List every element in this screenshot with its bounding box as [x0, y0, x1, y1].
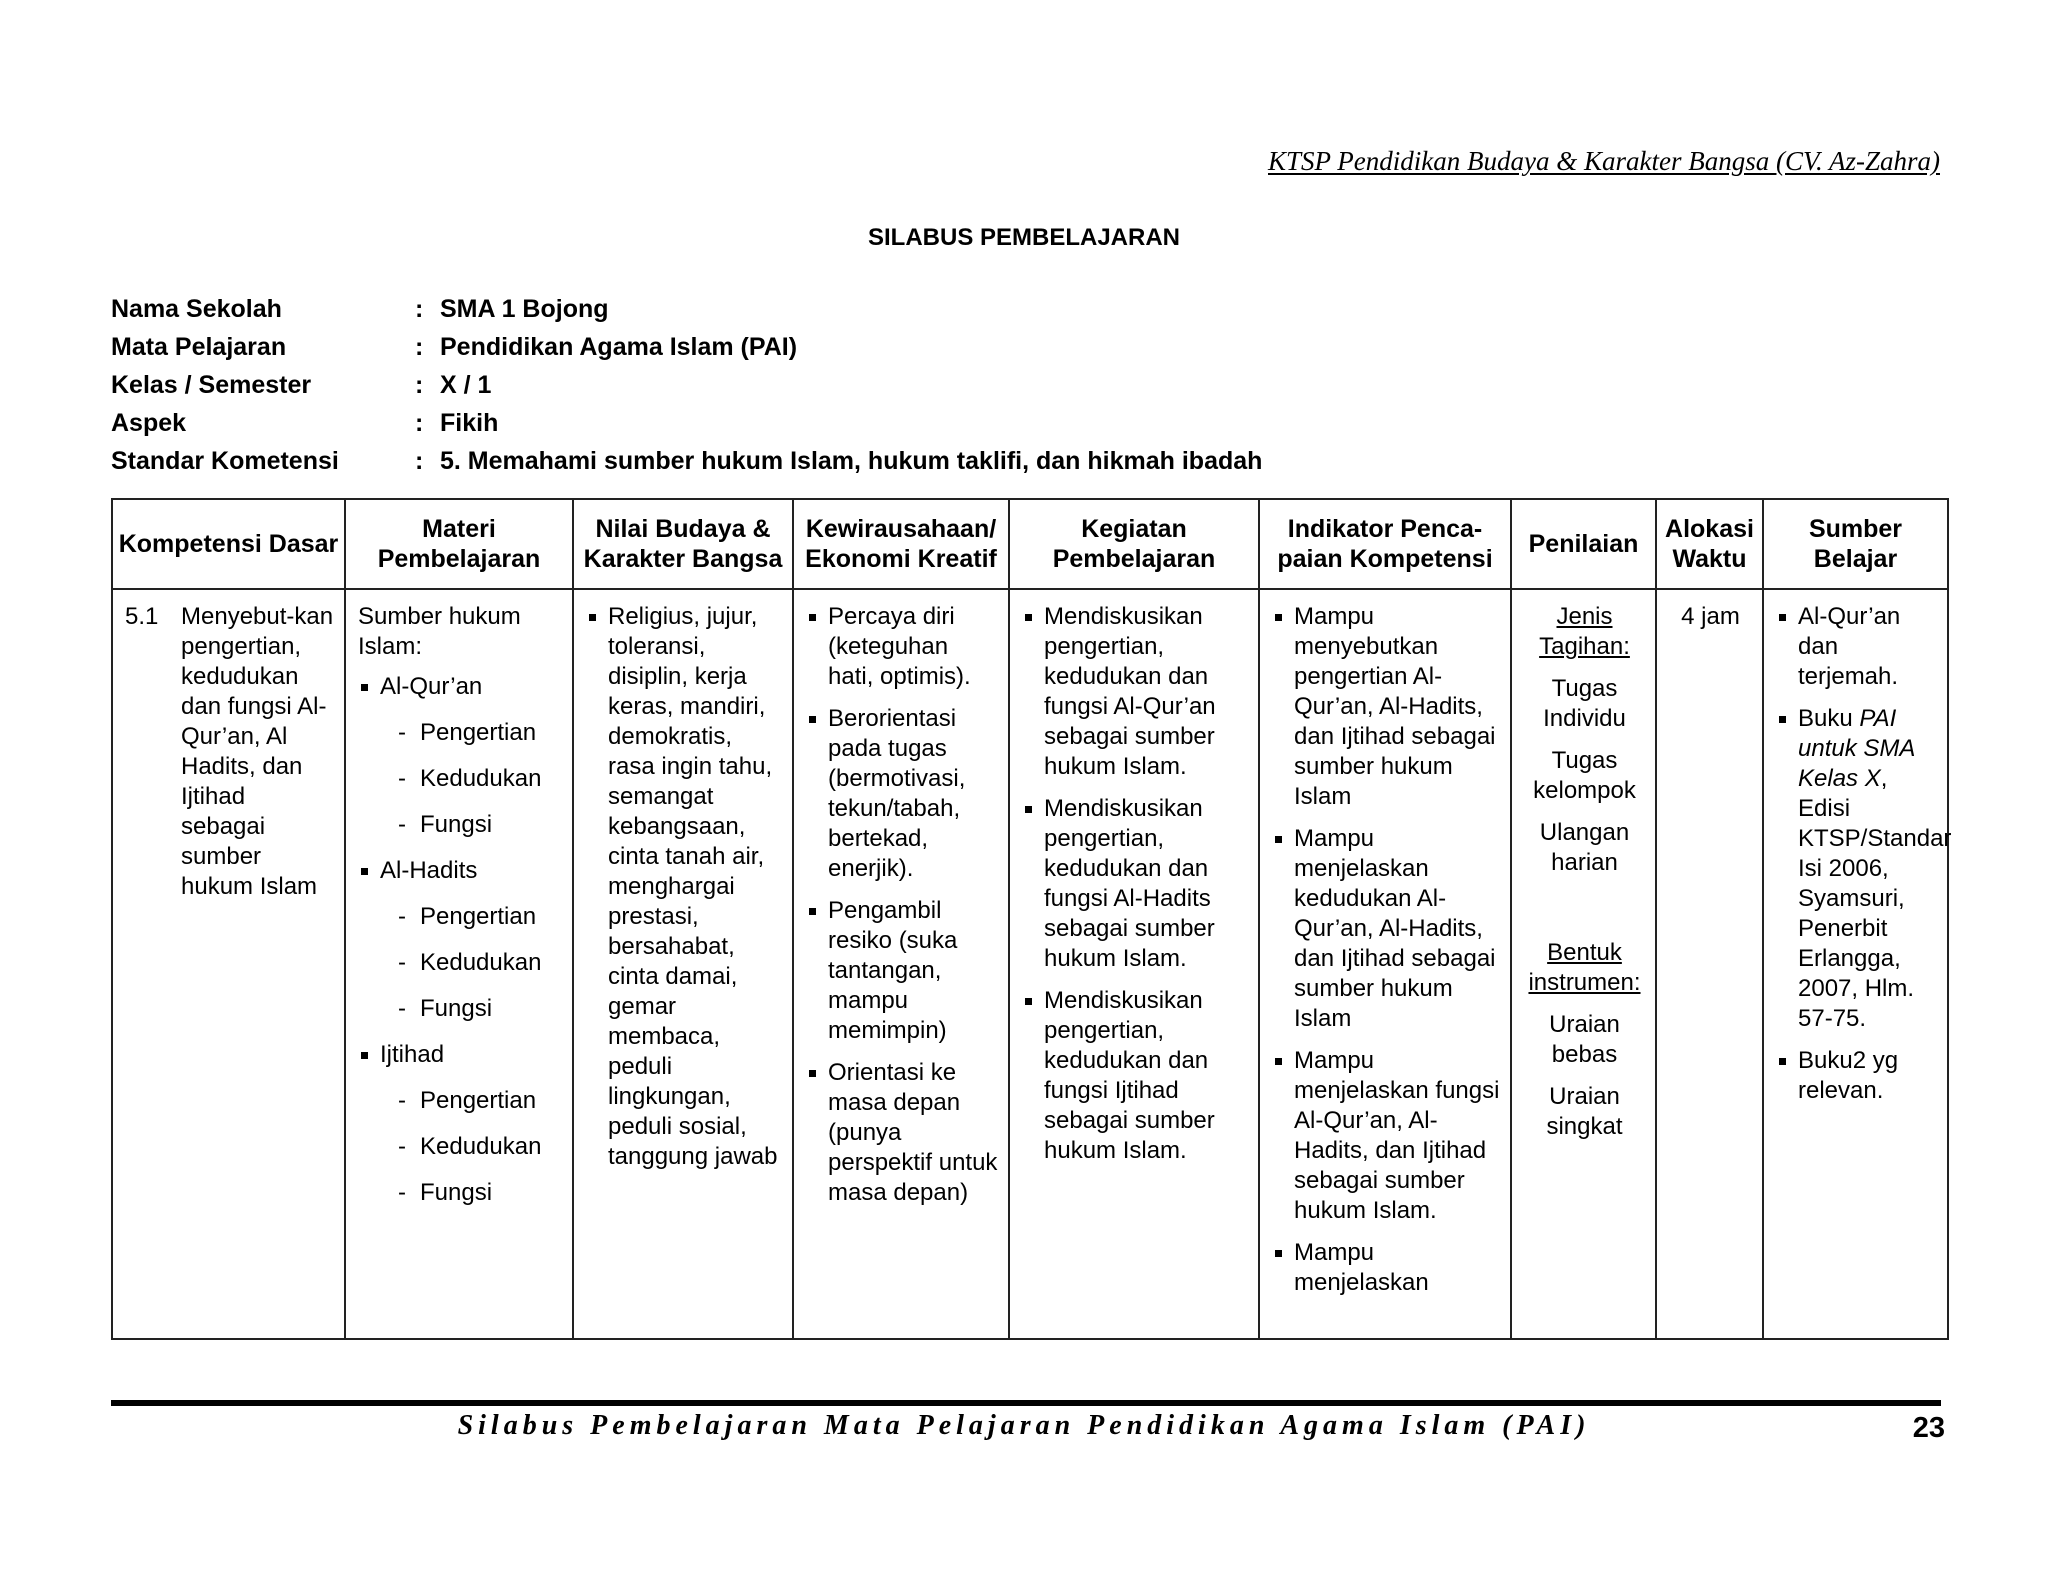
materi-subitem: - Kedudukan [398, 1133, 542, 1160]
sumber-cell [1763, 589, 1952, 1339]
meta-colon: : [415, 447, 424, 475]
penilaian-jenis-item: Tugas kelompok [1533, 747, 1636, 804]
kewirausahaan-item: Orientasi ke masa depan (punya perspektif untuk masa depan) [806, 1058, 998, 1208]
penilaian-jenis-item: Tugas Individu [1543, 675, 1626, 732]
kewirausahaan-item: Pengambil resiko (suka tantangan, mampu memimpin) [806, 896, 998, 1046]
col-header-alokasi: Alokasi Waktu [1656, 499, 1763, 589]
indikator-cell [1259, 589, 1511, 1339]
meta-row-class [111, 366, 1262, 404]
penilaian-bentuk-item: Uraian bebas [1549, 1011, 1620, 1068]
kegiatan-item: Mendiskusikan pengertian, kedudukan dan fungsi Al-Hadits sebagai sumber hukum Islam. [1022, 794, 1248, 974]
kewirausahaan-item: Berorientasi pada tugas (bermotivasi, tekun/tabah, bertekad, enerjik). [806, 704, 998, 884]
indikator-item: Mampu menjelaskan fungsi Al-Qur’an, Al-Hadits, dan Ijtihad sebagai sumber hukum Islam. [1272, 1046, 1500, 1226]
col-header-indikator: Indikator Penca-paian Kompetensi [1259, 499, 1511, 589]
meta-row-aspect [111, 404, 1262, 442]
kegiatan-item: Mendiskusikan pengertian, kedudukan dan fungsi Al-Qur’an sebagai sumber hukum Islam. [1022, 602, 1248, 782]
running-header: KTSP Pendidikan Budaya & Karakter Bangsa (CV. Az-Zahra) [1268, 146, 1940, 176]
alokasi-value: 4 jam [1681, 603, 1740, 630]
indikator-item: Mampu menjelaskan kedudukan Al-Qur’an, Al-Hadits, dan Ijtihad sebagai sumber hukum Islam [1272, 824, 1500, 1034]
indikator-item: Mampu menjelaskan [1272, 1238, 1500, 1298]
meta-label: Kelas / Semester [111, 371, 312, 399]
kompetensi-cell [112, 589, 345, 1339]
col-header-nilai: Nilai Budaya & Karakter Bangsa [573, 499, 793, 589]
materi-item: Ijtihad [358, 1040, 562, 1070]
kewirausahaan-cell [793, 589, 1009, 1339]
materi-subitem: - Fungsi [398, 811, 493, 838]
kegiatan-item: Mendiskusikan pengertian, kedudukan dan fungsi Ijtihad sebagai sumber hukum Islam. [1022, 986, 1248, 1166]
nilai-item: Religius, jujur, toleransi, disiplin, kerja keras, mandiri, demokratis, rasa ingin tahu, semangat kebangsaan, cinta tanah air, menghargai prestasi, bersahabat, cinta damai, gemar membaca, peduli lingkungan, peduli sosial, tanggung jawab [586, 602, 782, 1172]
materi-intro: Sumber hukum Islam: [358, 603, 521, 660]
meta-label: Standar Kometensi [111, 447, 339, 475]
meta-value: Fikih [440, 409, 499, 437]
meta-colon: : [415, 333, 424, 361]
meta-value: Pendidikan Agama Islam (PAI) [440, 333, 798, 361]
meta-value: 5. Memahami sumber hukum Islam, hukum taklifi, dan hikmah ibadah [440, 447, 1263, 475]
meta-label: Nama Sekolah [111, 295, 282, 323]
penilaian-jenis-item: Ulangan harian [1539, 819, 1630, 876]
page-title: SILABUS PEMBELAJARAN [867, 224, 1181, 251]
penilaian-bentuk-heading: Bentuk instrumen: [1528, 939, 1641, 996]
materi-subitem: - Pengertian [398, 719, 537, 746]
page-number: 23 [1912, 1412, 1945, 1444]
kewirausahaan-item: Percaya diri (keteguhan hati, optimis). [806, 602, 998, 692]
meta-colon: : [415, 371, 424, 399]
nilai-cell [573, 589, 793, 1339]
footer-title: Silabus Pembelajaran Mata Pelajaran Pendidikan Agama Islam (PAI) [457, 1410, 1591, 1441]
col-header-kompetensi: Kompetensi Dasar [112, 499, 345, 589]
footer-rule [111, 1400, 1941, 1406]
sumber-item: Al-Qur’an dan terjemah. [1776, 602, 1937, 692]
penilaian-bentuk-item: Uraian singkat [1546, 1083, 1623, 1140]
materi-cell [345, 589, 573, 1339]
materi-subitem: - Pengertian [398, 903, 537, 930]
sumber-book-title: PAI untuk SMA Kelas X [1798, 705, 1915, 792]
meta-label: Mata Pelajaran [111, 333, 287, 361]
meta-row-standard [111, 442, 1262, 480]
meta-row-subject [111, 328, 1262, 366]
materi-subitem: - Pengertian [398, 1087, 537, 1114]
meta-colon: : [415, 295, 424, 323]
identity-block [111, 290, 1262, 480]
materi-item: Al-Qur’an [358, 672, 562, 702]
sumber-item: Buku2 yg relevan. [1776, 1046, 1937, 1106]
meta-value: X / 1 [440, 371, 492, 399]
sumber-item: Buku PAI untuk SMA Kelas X, Edisi KTSP/Standar Isi 2006, Syamsuri, Penerbit Erlangga, 2007, Hlm. 57-75. [1776, 704, 1937, 1034]
kd-text: Menyebut-kan pengertian, kedudukan dan fungsi Al-Qur’an, Al Hadits, dan Ijtihad sebagai sumber hukum Islam [181, 603, 334, 900]
materi-subitem: - Kedudukan [398, 765, 542, 792]
indikator-item: Mampu menyebutkan pengertian Al-Qur’an, Al-Hadits, dan Ijtihad sebagai sumber hukum Islam [1272, 602, 1500, 812]
alokasi-cell [1656, 589, 1763, 1339]
kd-number: 5.1 [125, 603, 159, 630]
table-header-row [112, 499, 1948, 589]
col-header-kewirausahaan: Kewirausahaan/ Ekonomi Kreatif [793, 499, 1009, 589]
materi-subitem: - Fungsi [398, 1179, 493, 1206]
col-header-sumber: Sumber Belajar [1763, 499, 1948, 589]
col-header-penilaian: Penilaian [1511, 499, 1656, 589]
penilaian-jenis-heading: Jenis Tagihan: [1539, 603, 1630, 660]
materi-item: Al-Hadits [358, 856, 562, 886]
materi-subitem: - Kedudukan [398, 949, 542, 976]
meta-value: SMA 1 Bojong [440, 295, 609, 323]
kegiatan-cell [1009, 589, 1259, 1339]
syllabus-table [111, 498, 1952, 1340]
materi-subitem: - Fungsi [398, 995, 493, 1022]
meta-label: Aspek [111, 409, 187, 437]
meta-colon: : [415, 409, 424, 437]
meta-row-school [111, 290, 1262, 328]
penilaian-cell [1511, 589, 1656, 1339]
col-header-materi: Materi Pembelajaran [345, 499, 573, 589]
col-header-kegiatan: Kegiatan Pembelajaran [1009, 499, 1259, 589]
table-row [112, 589, 1948, 1339]
